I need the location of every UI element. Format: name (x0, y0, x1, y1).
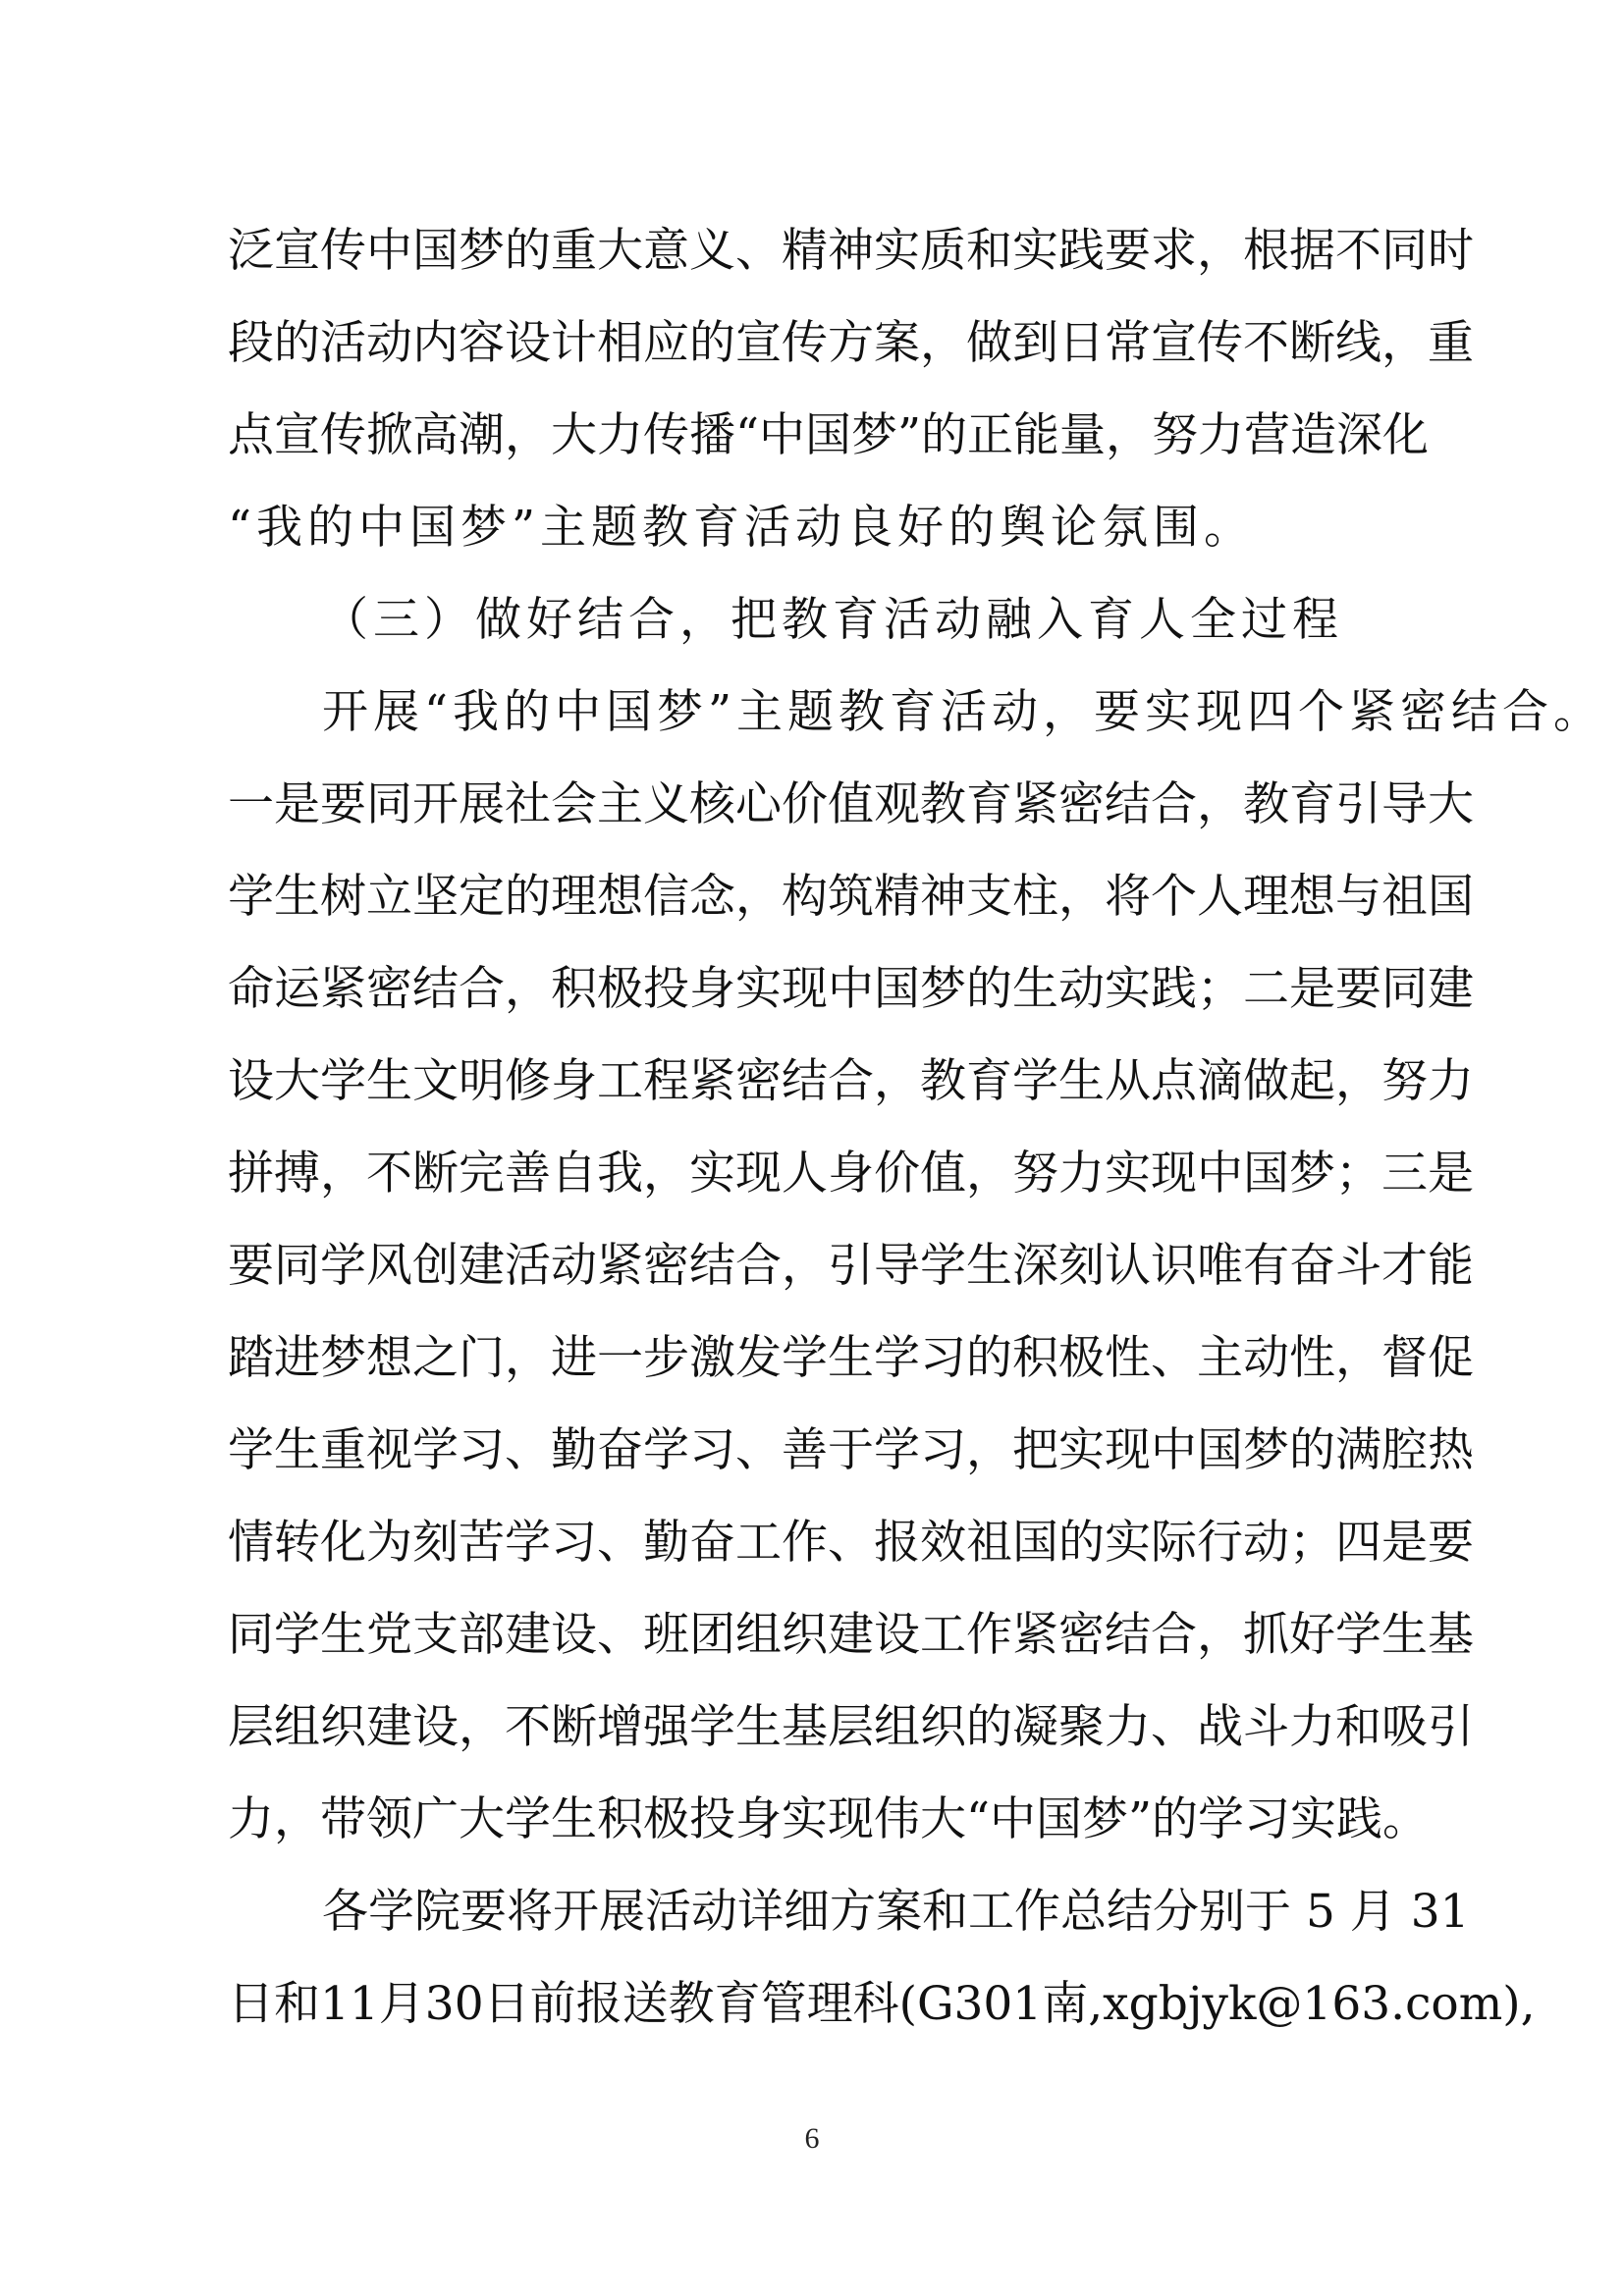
body-text-line: 一是要同开展社会主义核心价值观教育紧密结合，教育引导大 (228, 777, 1474, 831)
body-text-line: 泛宣传中国梦的重大意义、精神实质和实践要求，根据不同时 (228, 224, 1474, 278)
paragraph-first-line: 开展“我的中国梦”主题教育活动，要实现四个紧密结合。 (322, 685, 1605, 739)
body-text-line: 层组织建设，不断增强学生基层组织的凝聚力、战斗力和吸引 (228, 1700, 1474, 1754)
page-number: 6 (804, 2122, 820, 2155)
body-text-line: 力，带领广大学生积极投身实现伟大“中国梦”的学习实践。 (228, 1792, 1430, 1846)
body-text-line: “我的中国梦”主题教育活动良好的舆论氛围。 (228, 501, 1256, 555)
body-text-line: 情转化为刻苦学习、勤奋工作、报效祖国的实际行动；四是要 (228, 1516, 1474, 1570)
body-text-line: 要同学风创建活动紧密结合，引导学生深刻认识唯有奋斗才能 (228, 1239, 1474, 1293)
body-text-line: 踏进梦想之门，进一步激发学生学习的积极性、主动性，督促 (228, 1331, 1474, 1385)
body-text-line: 学生树立坚定的理想信念，构筑精神支柱，将个人理想与祖国 (228, 870, 1474, 924)
body-text-line: 设大学生文明修身工程紧密结合，教育学生从点滴做起，努力 (228, 1054, 1474, 1108)
body-text-line: 同学生党支部建设、班团组织建设工作紧密结合，抓好学生基 (228, 1608, 1474, 1662)
body-text-line: 学生重视学习、勤奋学习、善于学习，把实现中国梦的满腔热 (228, 1423, 1474, 1477)
paragraph-first-line: 各学院要将开展活动详细方案和工作总结分别于 5 月 31 (322, 1885, 1470, 1939)
body-text-line: 命运紧密结合，积极投身实现中国梦的生动实践；二是要同建 (228, 962, 1474, 1016)
body-text-line: 段的活动内容设计相应的宣传方案，做到日常宣传不断线，重 (228, 316, 1474, 370)
body-text-line: 拼搏，不断完善自我，实现人身价值，努力实现中国梦；三是 (228, 1147, 1474, 1201)
body-text-line: 点宣传掀高潮，大力传播“中国梦”的正能量，努力营造深化 (228, 408, 1430, 462)
body-text-line: 日和11月30日前报送教育管理科(G301南,xgbjyk@163.com), (228, 1977, 1536, 2031)
section-heading: （三）做好结合，把教育活动融入育人全过程 (322, 593, 1343, 647)
